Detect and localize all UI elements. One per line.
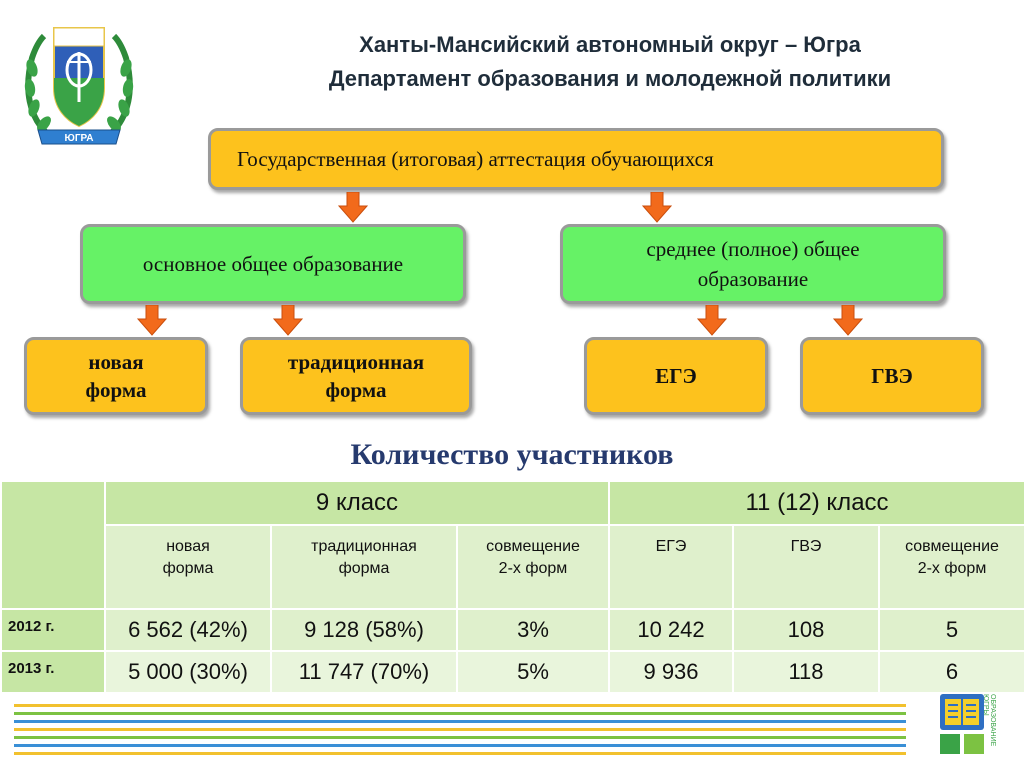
arrow-down-icon [272, 305, 304, 337]
table-row [1, 651, 1024, 693]
gve-label: ГВЭ [871, 363, 913, 388]
subheader-text-line: форма [338, 560, 390, 577]
certification-label: Государственная (итоговая) аттестация обучающихся [237, 146, 714, 171]
traditional-form-label-line2: форма [325, 378, 387, 402]
traditional-form-box [240, 337, 472, 415]
participants-table [0, 480, 1024, 694]
footer-stripe [14, 712, 906, 715]
subheader-ege: ЕГЭ [609, 525, 733, 609]
subheader-text-line: 2-х форм [498, 560, 568, 577]
footer-stripe [14, 744, 906, 747]
subheader-text-line: форма [162, 560, 214, 577]
subheader-text-line: совмещение [486, 538, 580, 555]
header-department-name: Департамент образования и молодежной политики [328, 66, 892, 91]
table-subheader-row [1, 525, 1024, 609]
ege-label: ЕГЭ [655, 363, 697, 388]
table-group-header-row [1, 481, 1024, 525]
cell-traditional-form: 9 128 (58%) [271, 609, 457, 651]
gve-box [800, 337, 984, 415]
footer-stripe [14, 720, 906, 723]
subheader-text-line: традиционная [311, 538, 417, 555]
cell-new-form: 5 000 (30%) [105, 651, 271, 693]
cell-gve: 118 [733, 651, 879, 693]
table-corner-cell [1, 481, 105, 609]
subheader-text-line: новая [166, 538, 210, 555]
arrow-down-icon [337, 192, 369, 224]
cell-ege: 9 936 [609, 651, 733, 693]
cell-combination-11: 6 [879, 651, 1024, 693]
ege-box [584, 337, 768, 415]
footer-stripe [14, 704, 906, 707]
group-9-header: 9 класс [105, 481, 609, 525]
table-row [1, 609, 1024, 651]
participants-title: Количество участников [350, 438, 674, 471]
subheader-traditional-form [271, 525, 457, 609]
new-form-box [24, 337, 208, 415]
row-year: 2013 г. [1, 651, 105, 693]
new-form-label-line1: новая [88, 350, 144, 374]
cell-traditional-form: 11 747 (70%) [271, 651, 457, 693]
cell-combination-9: 3% [457, 609, 609, 651]
certification-box [208, 128, 944, 190]
cell-new-form: 6 562 (42%) [105, 609, 271, 651]
new-form-label-line2: форма [85, 378, 147, 402]
secondary-education-label-line1: среднее (полное) общее [646, 237, 860, 261]
subheader-gve: ГВЭ [733, 525, 879, 609]
cell-combination-11: 5 [879, 609, 1024, 651]
footer-stripe [14, 752, 906, 755]
arrow-down-icon [832, 305, 864, 337]
footer-stripe [14, 736, 906, 739]
arrow-down-icon [696, 305, 728, 337]
secondary-education-box [560, 224, 946, 304]
arrow-down-icon [136, 305, 168, 337]
header-region-name: Ханты-Мансийский автономный округ – Югра [359, 32, 861, 57]
cell-gve: 108 [733, 609, 879, 651]
footer-stripe [14, 728, 906, 731]
cell-combination-9: 5% [457, 651, 609, 693]
arrow-down-icon [641, 192, 673, 224]
basic-education-box [80, 224, 466, 304]
secondary-education-label-line2: образование [697, 267, 809, 291]
row-year: 2012 г. [1, 609, 105, 651]
subheader-combination-9 [457, 525, 609, 609]
coat-of-arms-emblem [20, 18, 138, 154]
education-logo-text: ОБРАЗОВАНИЕ ЮГРЫ [982, 694, 996, 747]
group-11-header: 11 (12) класс [609, 481, 1024, 525]
cell-ege: 10 242 [609, 609, 733, 651]
subheader-text-line: совмещение [905, 538, 999, 555]
subheader-combination-11 [879, 525, 1024, 609]
traditional-form-label-line1: традиционная [287, 350, 425, 374]
subheader-text-line: 2-х форм [917, 560, 987, 577]
basic-education-label: основное общее образование [142, 251, 404, 276]
emblem-ribbon-text: ЮГРА [64, 133, 94, 144]
subheader-new-form [105, 525, 271, 609]
